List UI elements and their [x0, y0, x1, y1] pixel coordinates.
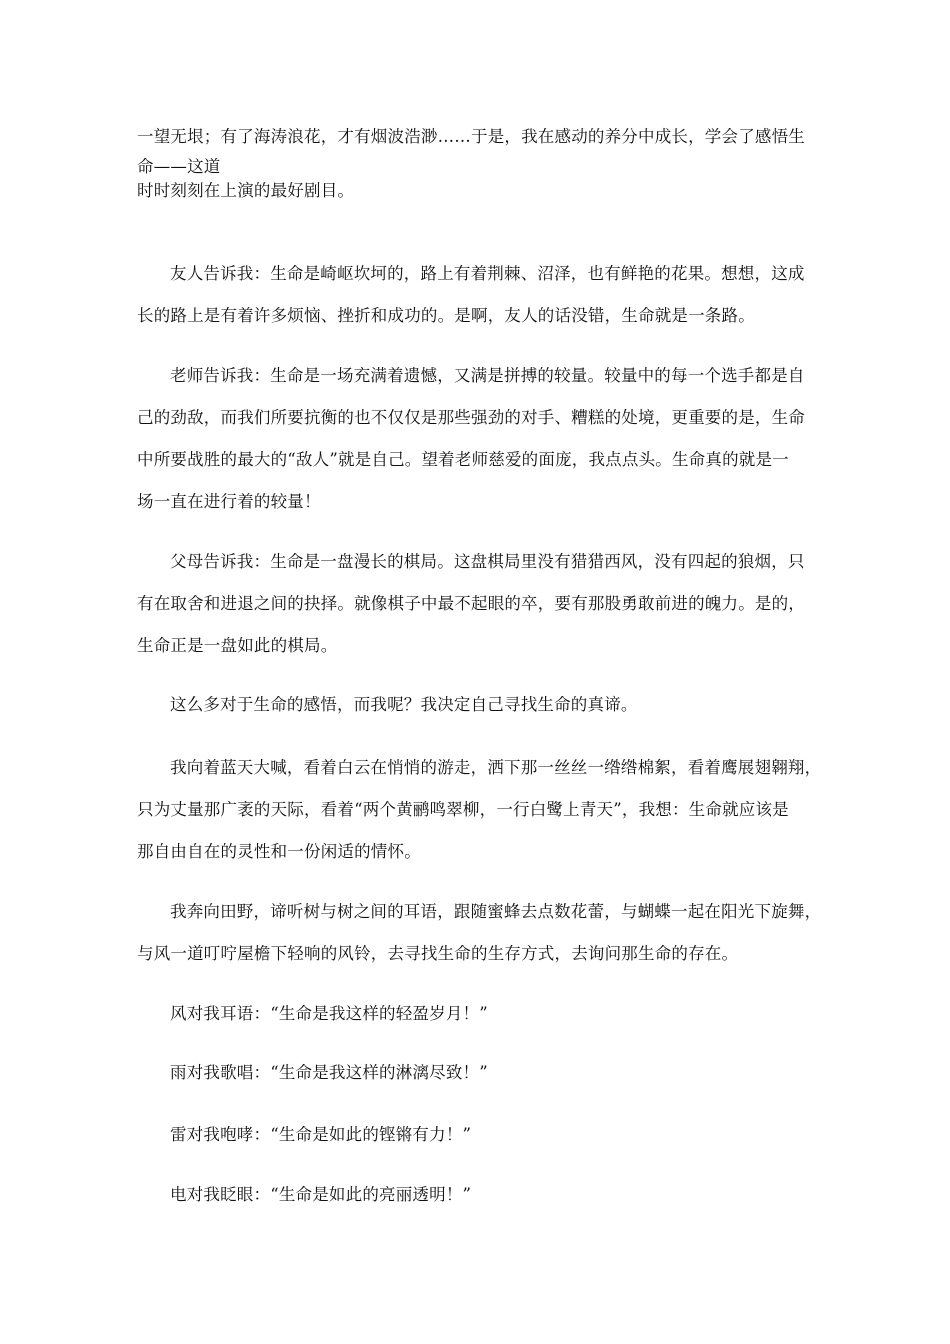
paragraph-teacher-line-3: 中所要战胜的最大的“敌人”就是自己。望着老师慈爱的面庞，我点点头。生命真的就是一	[137, 450, 789, 469]
text-line-1: 一望无垠；有了海涛浪花，才有烟波浩渺……于是，我在感动的养分中成长，学会了感悟生	[137, 127, 805, 146]
paragraph-parents-line-1: 父母告诉我：生命是一盘漫长的棋局。这盘棋局里没有猎猎西风，没有四起的狼烟，只	[170, 552, 805, 571]
paragraph-sky-line-3: 那自由自在的灵性和一份闲适的情怀。	[137, 842, 421, 861]
paragraph-teacher-line-4: 场一直在进行着的较量！	[137, 492, 321, 511]
paragraph-teacher-line-1: 老师告诉我：生命是一场充满着遗憾，又满是拼搏的较量。较量中的每一个选手都是自	[170, 366, 805, 385]
paragraph-parents-line-2: 有在取舍和进退之间的抉择。就像棋子中最不起眼的卒，要有那股勇敢前进的魄力。是的，	[137, 594, 805, 613]
quote-wind: 风对我耳语：“生命是我这样的轻盈岁月！”	[170, 1004, 488, 1023]
paragraph-friend-line-1: 友人告诉我：生命是崎岖坎坷的，路上有着荆棘、沼泽，也有鲜艳的花果。想想，这成	[170, 264, 805, 283]
quote-rain: 雨对我歌唱：“生命是我这样的淋漓尽致！”	[170, 1063, 488, 1082]
paragraph-teacher-line-2: 己的劲敌，而我们所要抗衡的也不仅仅是那些强劲的对手、糟糕的处境，更重要的是，生命	[137, 408, 805, 427]
paragraph-reflection: 这么多对于生命的感悟，而我呢？我决定自己寻找生命的真谛。	[170, 695, 638, 714]
paragraph-field-line-1: 我奔向田野，谛听树与树之间的耳语，跟随蜜蜂去点数花蕾，与蝴蝶一起在阳光下旋舞，	[170, 902, 822, 921]
paragraph-sky-line-2: 只为丈量那广袤的天际，看着“两个黄鹂鸣翠柳，一行白鹭上青天”，我想：生命就应该是	[137, 800, 789, 819]
paragraph-field-line-2: 与风一道叮咛屋檐下轻响的风铃，去寻找生命的生存方式，去询问那生命的存在。	[137, 944, 739, 963]
paragraph-friend-line-2: 长的路上是有着许多烦恼、挫折和成功的。是啊，友人的话没错，生命就是一条路。	[137, 306, 755, 325]
quote-lightning: 电对我眨眼：“生命是如此的亮丽透明！”	[170, 1185, 472, 1204]
paragraph-parents-line-3: 生命正是一盘如此的棋局。	[137, 636, 338, 655]
text-line-3: 时时刻刻在上演的最好剧目。	[137, 181, 355, 200]
text-line-2: 命——这道	[137, 157, 221, 176]
quote-thunder: 雷对我咆哮：“生命是如此的铿锵有力！”	[170, 1125, 472, 1144]
paragraph-sky-line-1: 我向着蓝天大喊，看着白云在悄悄的游走，洒下那一丝丝一绺绺棉絮，看着鹰展翅翱翔，	[170, 758, 822, 777]
